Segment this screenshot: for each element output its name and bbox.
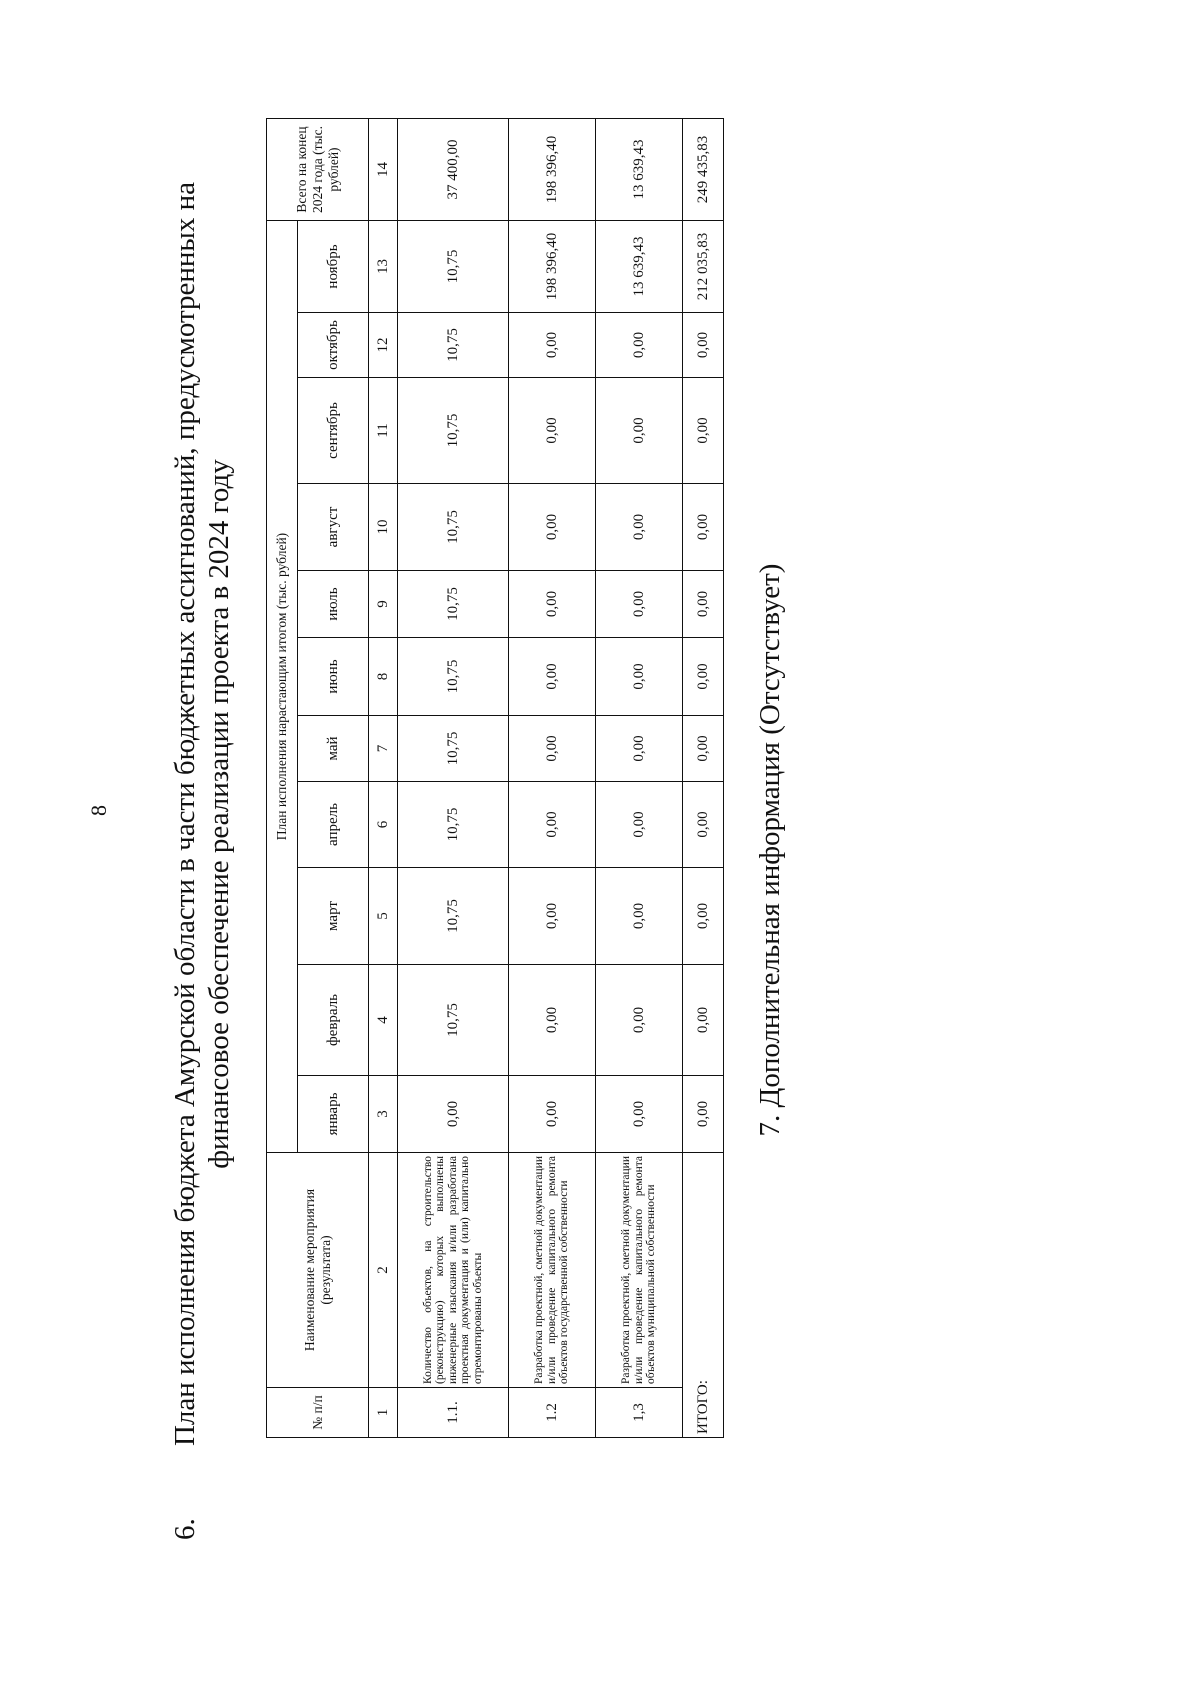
cell-value: 10,75 [398,313,509,378]
column-index: 10 [369,484,398,571]
cell-value: 10,75 [398,965,509,1076]
row-number: 1.1. [398,1388,509,1438]
total-value: 212 035,83 [683,221,724,313]
column-index: 7 [369,716,398,782]
cell-value: 0,00 [596,484,683,571]
cell-value: 10,75 [398,716,509,782]
row-name: Количество объектов, на строительство (реконструкцию) которых выполнены инженерные изыскания и/или разработана проектная документация и (или) капитально отремонтированы объекты [398,1153,509,1388]
totals-label: ИТОГО: [683,1153,724,1438]
cell-value: 0,00 [398,1076,509,1153]
cell-value: 0,00 [509,782,596,868]
cell-value: 10,75 [398,868,509,965]
total-value: 0,00 [683,782,724,868]
column-index: 3 [369,1076,398,1153]
column-index: 13 [369,221,398,313]
cell-value: 0,00 [509,378,596,484]
column-index: 14 [369,119,398,221]
table-row [509,119,596,1438]
cell-value: 0,00 [596,313,683,378]
header-month: август [298,484,369,571]
total-value: 0,00 [683,868,724,965]
total-value: 0,00 [683,965,724,1076]
cell-value: 0,00 [509,1076,596,1153]
cell-value: 10,75 [398,638,509,716]
header-plan: План исполнения нарастающим итогом (тыс. рублей) [267,221,298,1153]
row-number: 1.2 [509,1388,596,1438]
cell-value: 0,00 [596,868,683,965]
header-total: Всего на конец 2024 года (тыс. рублей) [267,119,369,221]
header-month: июнь [298,638,369,716]
cell-value: 0,00 [509,965,596,1076]
section-6-title: План исполнения бюджета Амурской области в части бюджетных ассигнований, предусмотренных на финансовое обеспечение реализации проекта в 2024 году [169,181,235,1447]
cell-value: 10,75 [398,221,509,313]
column-index: 12 [369,313,398,378]
header-month: июль [298,571,369,638]
cell-value: 0,00 [509,868,596,965]
budget-plan-table [266,118,724,1438]
column-index: 5 [369,868,398,965]
cell-value: 0,00 [596,1076,683,1153]
row-total: 198 396,40 [509,119,596,221]
row-total: 37 400,00 [398,119,509,221]
column-index: 9 [369,571,398,638]
cell-value: 0,00 [596,965,683,1076]
cell-value: 10,75 [398,484,509,571]
row-number: 1,3 [596,1388,683,1438]
column-index-row [369,119,398,1438]
total-value: 0,00 [683,1076,724,1153]
total-value: 0,00 [683,378,724,484]
header-month: март [298,868,369,965]
cell-value: 0,00 [509,638,596,716]
header-month: октябрь [298,313,369,378]
row-name: Разработка проектной, сметной документации и/или проведение капитального ремонта объектов государственной собственности [509,1153,596,1388]
total-value: 0,00 [683,313,724,378]
header-month: май [298,716,369,782]
page-number: 8 [86,805,111,816]
section-7-heading: 7. Дополнительная информация (Отсутствует) [754,563,786,1137]
cell-value: 13 639,43 [596,221,683,313]
header-month: февраль [298,965,369,1076]
row-total: 13 639,43 [596,119,683,221]
column-index: 8 [369,638,398,716]
cell-value: 10,75 [398,378,509,484]
header-num: № п/п [267,1388,369,1438]
cell-value: 0,00 [509,313,596,378]
header-name: Наименование мероприятия (результата) [267,1153,369,1388]
cell-value: 0,00 [596,571,683,638]
column-index: 1 [369,1388,398,1438]
column-index: 2 [369,1153,398,1388]
grand-total: 249 435,83 [683,119,724,221]
column-index: 4 [369,965,398,1076]
cell-value: 0,00 [596,782,683,868]
cell-value: 0,00 [509,716,596,782]
cell-value: 10,75 [398,782,509,868]
header-month: сентябрь [298,378,369,484]
cell-value: 198 396,40 [509,221,596,313]
table-row [596,119,683,1438]
table-header-row [267,119,298,1438]
total-value: 0,00 [683,571,724,638]
column-index: 6 [369,782,398,868]
cell-value: 0,00 [596,716,683,782]
row-name: Разработка проектной, сметной документации и/или проведение капитального ремонта объектов муниципальной собственности [596,1153,683,1388]
table-row [398,119,509,1438]
totals-row [683,119,724,1438]
header-month: ноябрь [298,221,369,313]
cell-value: 0,00 [596,638,683,716]
total-value: 0,00 [683,716,724,782]
total-value: 0,00 [683,638,724,716]
cell-value: 0,00 [509,484,596,571]
header-month: январь [298,1076,369,1153]
header-month: апрель [298,782,369,868]
column-index: 11 [369,378,398,484]
total-value: 0,00 [683,484,724,571]
cell-value: 10,75 [398,571,509,638]
cell-value: 0,00 [596,378,683,484]
cell-value: 0,00 [509,571,596,638]
section-6-number: 6. [169,1518,201,1540]
